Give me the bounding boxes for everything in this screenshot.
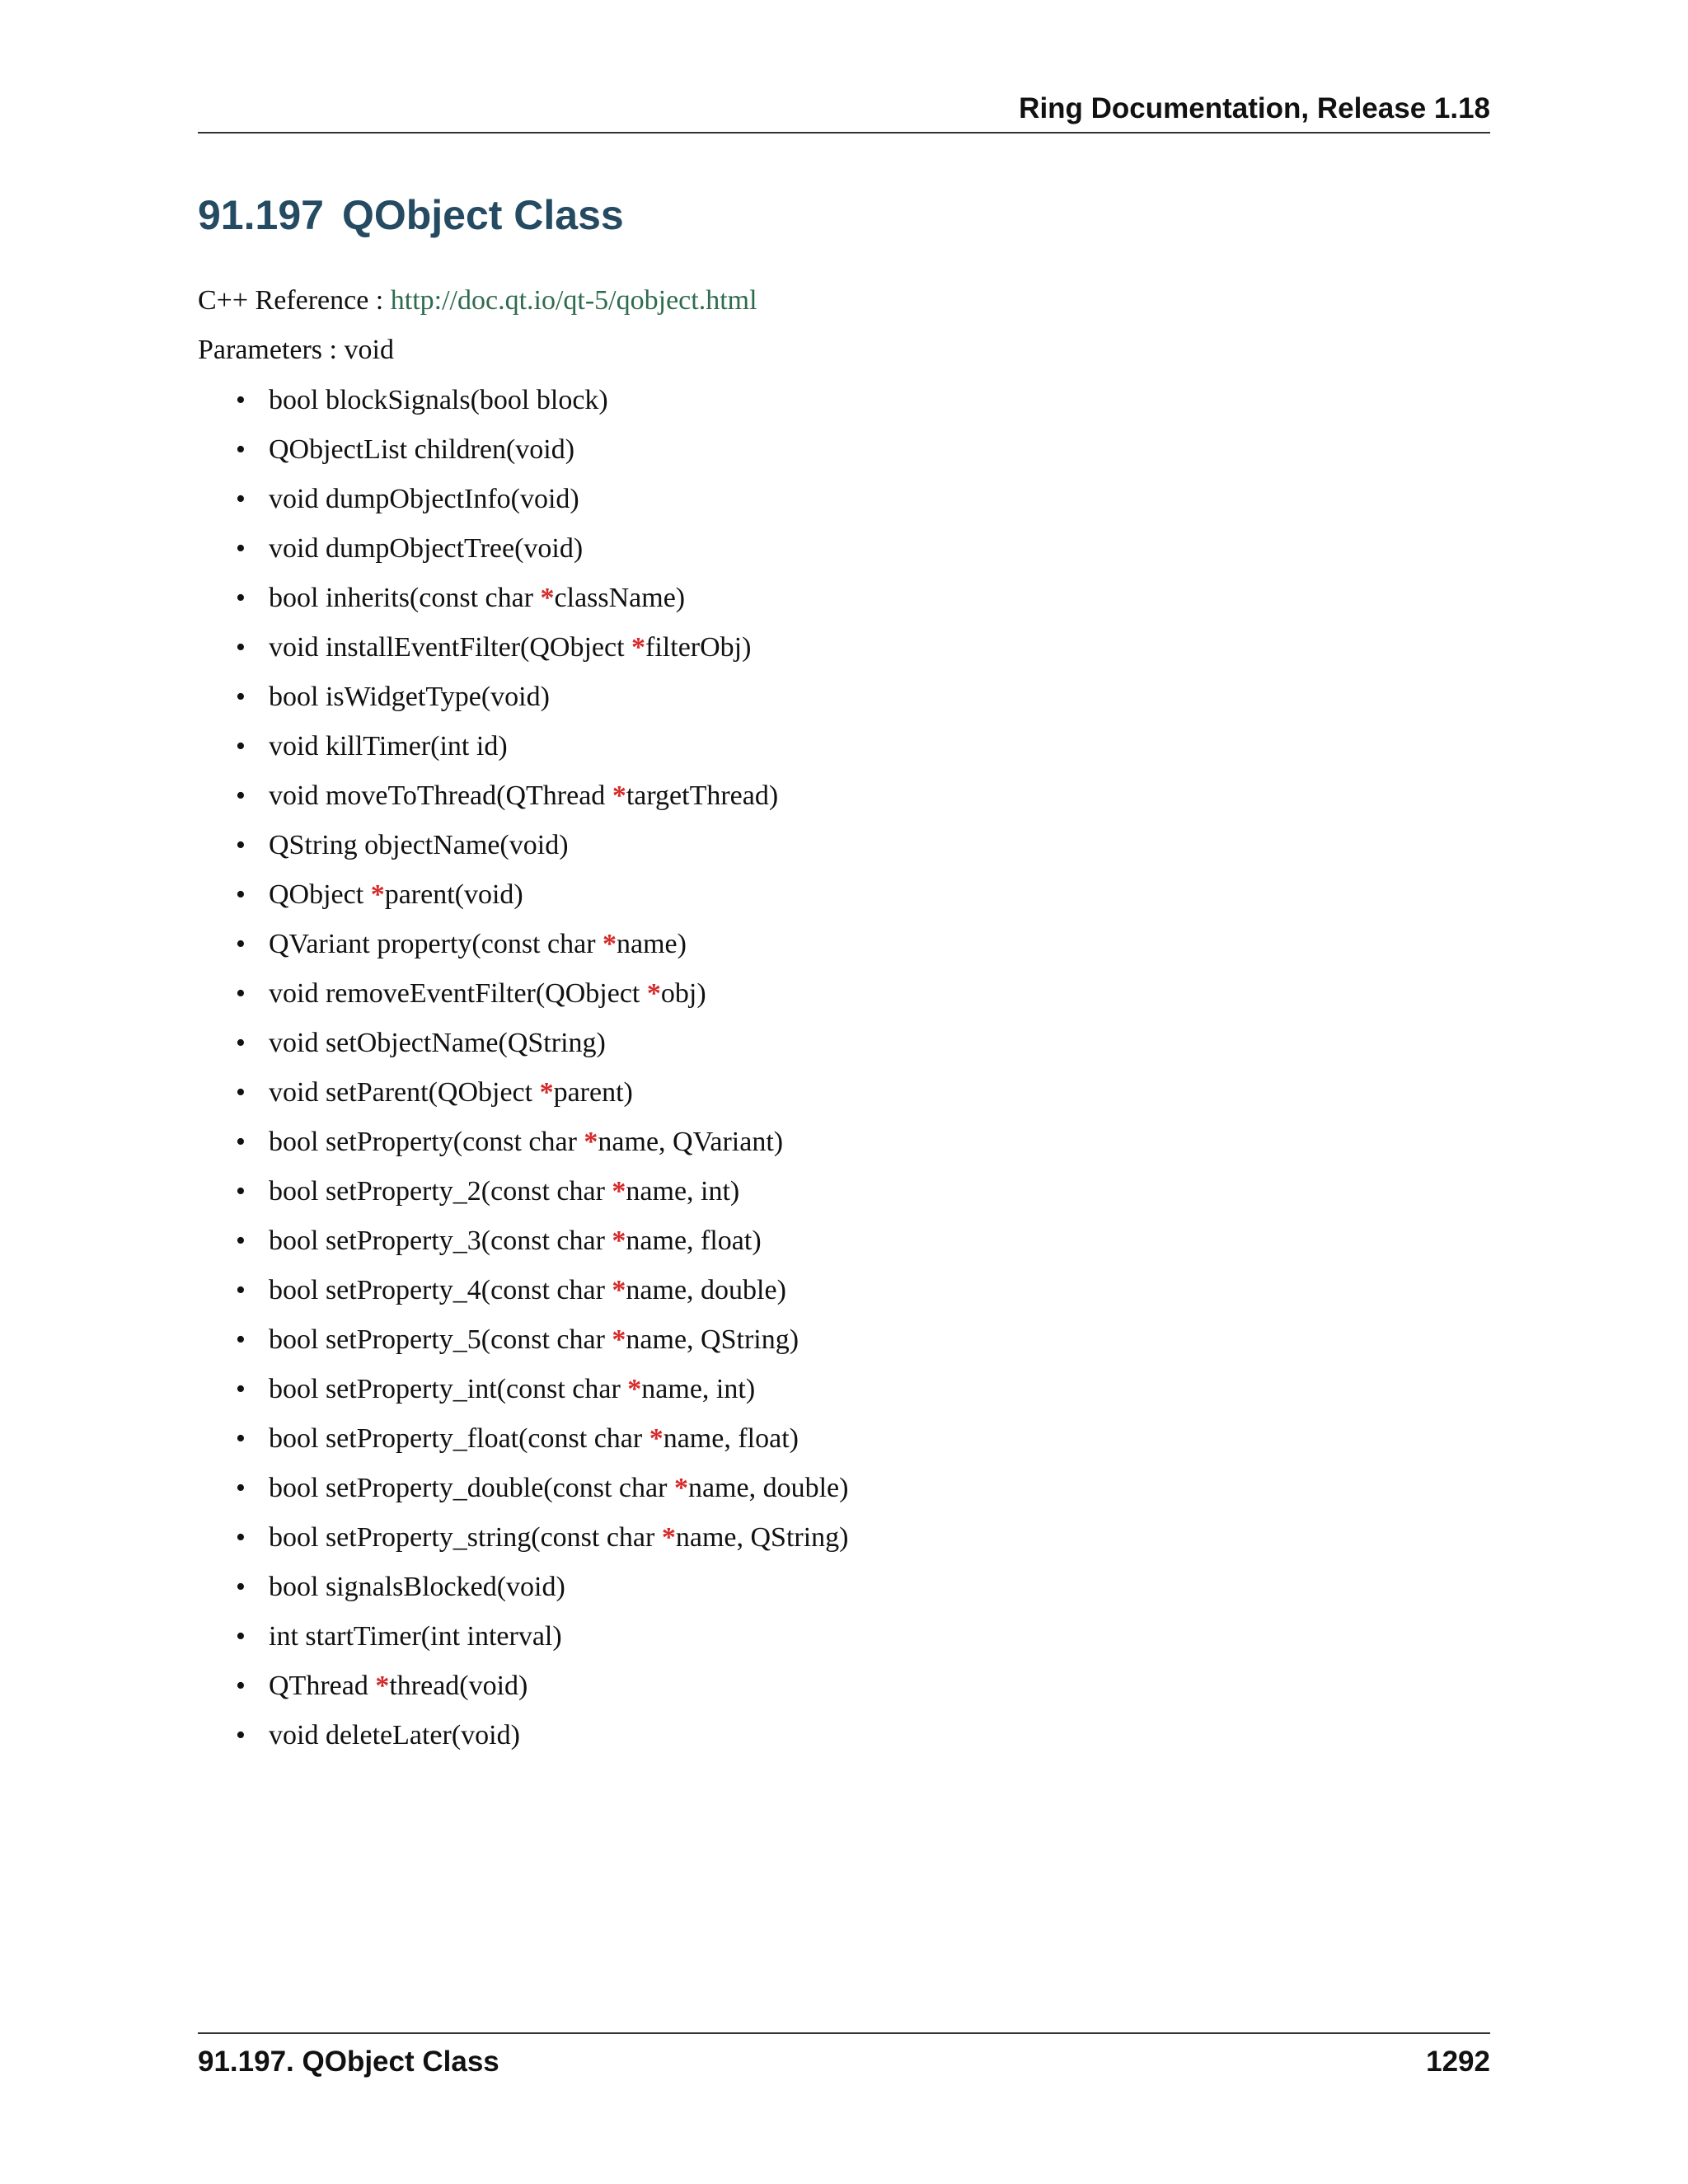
pointer-star: *: [612, 1226, 626, 1256]
section-title: QObject Class: [341, 192, 624, 238]
method-signature: bool isWidgetType(void): [269, 682, 550, 712]
method-signature: void installEventFilter(QObject: [269, 632, 632, 663]
method-signature: bool setProperty_int(const char: [269, 1374, 628, 1404]
pointer-star: *: [370, 879, 385, 910]
method-signature-rest: name): [617, 929, 687, 959]
bullet-icon: •: [236, 1621, 246, 1652]
method-signature: void dumpObjectInfo(void): [269, 484, 579, 514]
pointer-star: *: [612, 1275, 626, 1305]
bullet-icon: •: [236, 1720, 246, 1750]
page-header: [198, 89, 1490, 134]
method-item: [236, 829, 849, 879]
method-signature-rest: filterObj): [645, 632, 752, 663]
method-signature: bool blockSignals(bool block): [269, 385, 608, 415]
pointer-star: *: [584, 1127, 598, 1157]
method-item: [236, 1175, 849, 1225]
pointer-star: *: [631, 632, 646, 663]
method-item: [236, 384, 849, 434]
section-number: 91.197: [198, 192, 324, 238]
method-signature: bool signalsBlocked(void): [269, 1572, 565, 1602]
method-item: [236, 1126, 849, 1175]
method-item: [236, 1670, 849, 1719]
bullet-icon: •: [236, 1671, 246, 1701]
method-signature-rest: parent): [553, 1077, 633, 1108]
method-signature: QThread: [269, 1671, 376, 1701]
method-signature: void killTimer(int id): [269, 731, 508, 762]
footer-page-number: 1292: [1426, 2046, 1490, 2078]
bullet-icon: •: [236, 1275, 246, 1305]
method-item: [236, 434, 849, 483]
reference-label: C++ Reference :: [198, 285, 384, 316]
pointer-star: *: [612, 780, 626, 811]
parameters-value: void: [344, 335, 394, 365]
method-signature-rest: name, QString): [675, 1522, 849, 1553]
pointer-star: *: [627, 1374, 642, 1404]
method-item: [236, 780, 849, 829]
methods-list: [236, 384, 849, 1769]
parameters-label: Parameters :: [198, 335, 337, 365]
bullet-icon: •: [236, 830, 246, 860]
method-item: [236, 879, 849, 928]
method-signature-rest: thread(void): [389, 1671, 528, 1701]
pointer-star: *: [649, 1423, 663, 1454]
method-signature-rest: name, QString): [626, 1324, 799, 1355]
method-item: [236, 977, 849, 1027]
header-title: Ring Documentation, Release 1.18: [1019, 92, 1490, 124]
method-signature: void dumpObjectTree(void): [269, 533, 584, 564]
method-item: [236, 582, 849, 631]
method-signature: QVariant property(const char: [269, 929, 603, 959]
pointer-star: *: [375, 1671, 390, 1701]
method-signature: bool setProperty_float(const char: [269, 1423, 649, 1454]
method-signature-rest: name, float): [663, 1423, 799, 1454]
bullet-icon: •: [236, 1324, 246, 1355]
method-item: [236, 1324, 849, 1373]
method-item: [236, 1373, 849, 1422]
bullet-icon: •: [236, 533, 246, 564]
method-item: [236, 1719, 849, 1769]
method-item: [236, 1620, 849, 1670]
reference-link[interactable]: http://doc.qt.io/qt-5/qobject.html: [390, 285, 757, 316]
method-item: [236, 1274, 849, 1324]
bullet-icon: •: [236, 583, 246, 613]
method-signature: void moveToThread(QThread: [269, 780, 612, 811]
method-signature-rest: name, int): [641, 1374, 756, 1404]
pointer-star: *: [539, 1077, 554, 1108]
method-signature-rest: name, float): [626, 1226, 762, 1256]
method-signature: bool setProperty_5(const char: [269, 1324, 612, 1355]
bullet-icon: •: [236, 1423, 246, 1454]
bullet-icon: •: [236, 1028, 246, 1058]
method-item: [236, 730, 849, 780]
bullet-icon: •: [236, 929, 246, 959]
method-signature-rest: obj): [660, 978, 706, 1009]
bullet-icon: •: [236, 385, 246, 415]
method-signature: void setParent(QObject: [269, 1077, 540, 1108]
method-item: [236, 532, 849, 582]
method-signature: bool setProperty(const char: [269, 1127, 584, 1157]
method-item: [236, 681, 849, 730]
method-signature-rest: targetThread): [626, 780, 779, 811]
pointer-star: *: [612, 1324, 626, 1355]
method-item: [236, 1571, 849, 1620]
method-item: [236, 1521, 849, 1571]
method-item: [236, 1076, 849, 1126]
bullet-icon: •: [236, 978, 246, 1009]
method-signature: int startTimer(int interval): [269, 1621, 562, 1652]
bullet-icon: •: [236, 879, 246, 910]
pointer-star: *: [661, 1522, 676, 1553]
bullet-icon: •: [236, 484, 246, 514]
bullet-icon: •: [236, 1374, 246, 1404]
method-signature: QString objectName(void): [269, 830, 569, 860]
method-item: [236, 1225, 849, 1274]
method-signature: bool setProperty_double(const char: [269, 1473, 674, 1503]
method-signature: QObject: [269, 879, 371, 910]
bullet-icon: •: [236, 1572, 246, 1602]
method-item: [236, 483, 849, 532]
page-footer: [198, 2032, 1490, 2083]
parameters-line: [198, 335, 394, 366]
method-signature: bool inherits(const char: [269, 583, 541, 613]
method-signature: bool setProperty_4(const char: [269, 1275, 612, 1305]
footer-section-title: 91.197. QObject Class: [198, 2046, 499, 2078]
method-item: [236, 1422, 849, 1472]
reference-line: [198, 285, 757, 316]
method-item: [236, 1027, 849, 1076]
method-signature-rest: name, int): [626, 1176, 740, 1207]
method-signature-rest: name, double): [626, 1275, 786, 1305]
bullet-icon: •: [236, 1226, 246, 1256]
bullet-icon: •: [236, 434, 246, 465]
method-item: [236, 631, 849, 681]
method-signature-rest: name, QVariant): [598, 1127, 784, 1157]
method-item: [236, 1472, 849, 1521]
method-signature: bool setProperty_3(const char: [269, 1226, 612, 1256]
pointer-star: *: [603, 929, 617, 959]
method-signature-rest: parent(void): [384, 879, 523, 910]
pointer-star: *: [612, 1176, 626, 1207]
bullet-icon: •: [236, 780, 246, 811]
method-signature: bool setProperty_2(const char: [269, 1176, 612, 1207]
method-signature: void setObjectName(QString): [269, 1028, 606, 1058]
bullet-icon: •: [236, 731, 246, 762]
method-signature: void deleteLater(void): [269, 1720, 520, 1750]
method-signature: QObjectList children(void): [269, 434, 575, 465]
method-signature: bool setProperty_string(const char: [269, 1522, 662, 1553]
pointer-star: *: [646, 978, 661, 1009]
method-item: [236, 928, 849, 977]
bullet-icon: •: [236, 1522, 246, 1553]
bullet-icon: •: [236, 1127, 246, 1157]
method-signature-rest: className): [554, 583, 686, 613]
pointer-star: *: [673, 1473, 688, 1503]
bullet-icon: •: [236, 1473, 246, 1503]
bullet-icon: •: [236, 1077, 246, 1108]
bullet-icon: •: [236, 632, 246, 663]
method-signature: void removeEventFilter(QObject: [269, 978, 647, 1009]
bullet-icon: •: [236, 682, 246, 712]
pointer-star: *: [540, 583, 555, 613]
method-signature-rest: name, double): [687, 1473, 849, 1503]
section-heading: [198, 191, 624, 239]
bullet-icon: •: [236, 1176, 246, 1207]
